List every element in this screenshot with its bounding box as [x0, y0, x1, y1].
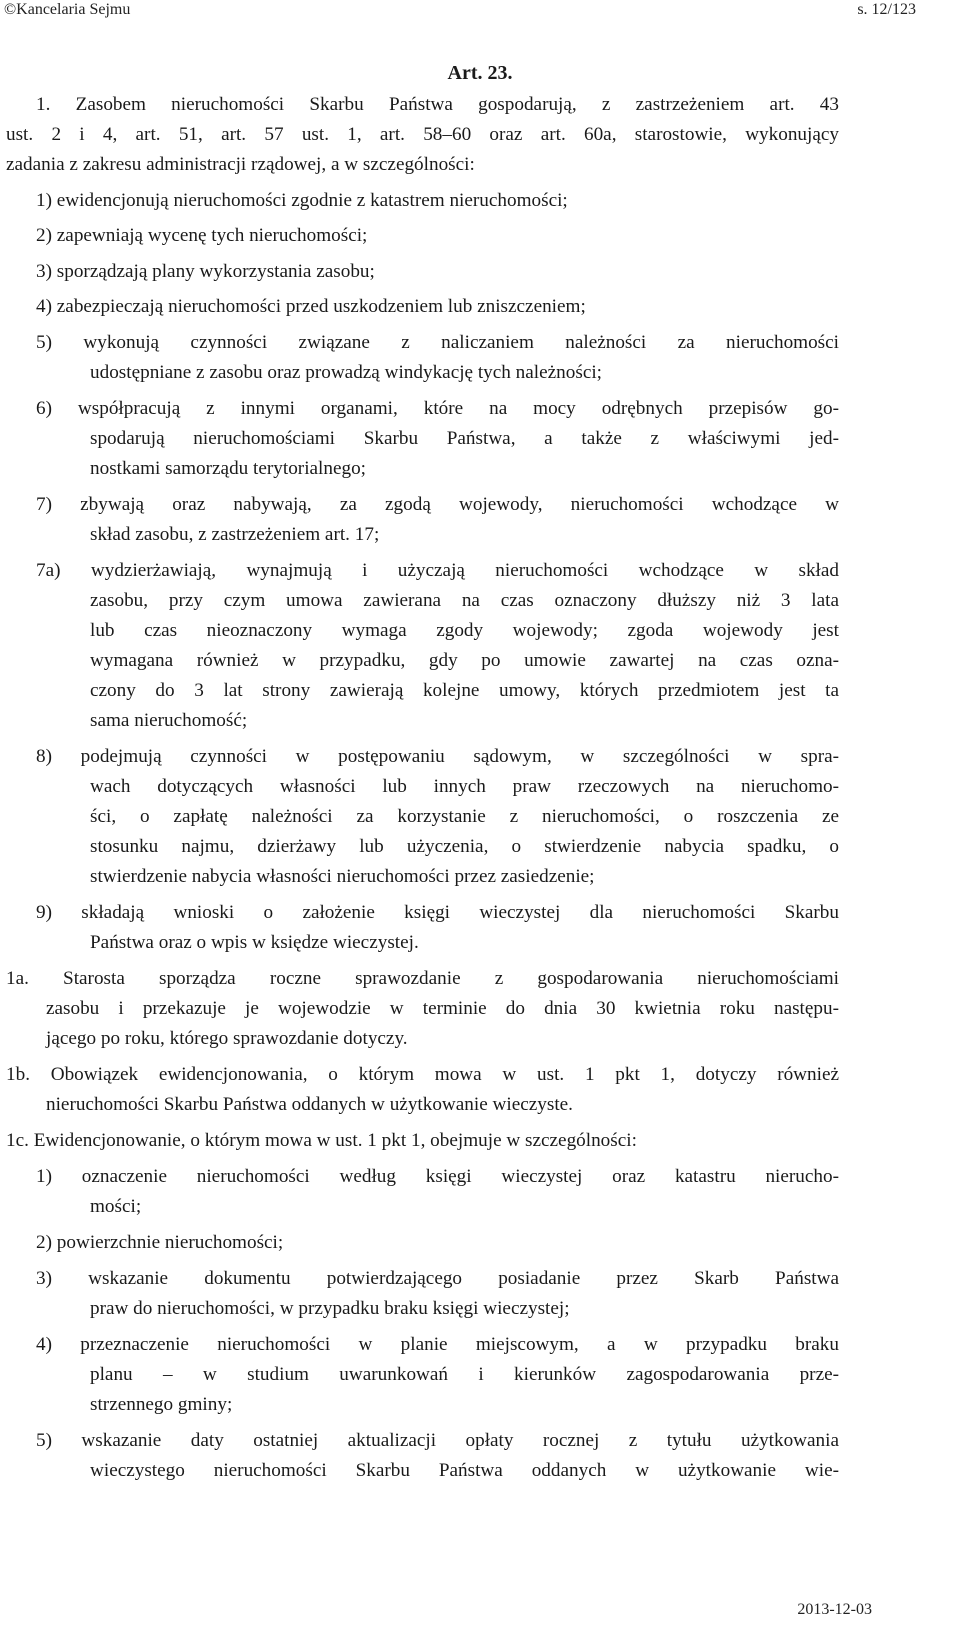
list-item: 7) zbywają oraz nabywają, za zgodą wojewody, nieruchomości wchodzące w: [36, 494, 839, 515]
list-item-continuation: mości;: [90, 1196, 142, 1217]
text-line: ust. 2 i 4, art. 51, art. 57 ust. 1, art. 58–60 oraz art. 60a, starostowie, wykonujący: [6, 124, 839, 145]
list-item-continuation: udostępniane z zasobu oraz prowadzą windykację tych należności;: [90, 362, 602, 383]
list-item-continuation: stwierdzenie nabycia własności nieruchomości przez zasiedzenie;: [90, 866, 595, 887]
list-item: 1) ewidencjonują nieruchomości zgodnie z katastrem nieruchomości;: [36, 190, 568, 211]
list-item-continuation: wymagana również w przypadku, gdy po umowie zawartej na czas ozna-: [90, 650, 839, 671]
paragraph-line: 1c. Ewidencjonowanie, o którym mowa w ust. 1 pkt 1, obejmuje w szczególności:: [6, 1130, 637, 1151]
list-item-continuation: wach dotyczących własności lub innych praw rzeczowych na nieruchomo-: [90, 776, 839, 797]
list-item: 8) podejmują czynności w postępowaniu sądowym, w szczególności w spra-: [36, 746, 839, 767]
list-item-continuation: nostkami samorządu terytorialnego;: [90, 458, 367, 479]
list-item-continuation: czony do 3 lat strony zawierają kolejne umowy, których przedmiotem jest ta: [90, 680, 839, 701]
paragraph-line: zasobu i przekazuje je wojewodzie w terminie do dnia 30 kwietnia roku następu-: [46, 998, 839, 1019]
list-item-continuation: sama nieruchomość;: [90, 710, 248, 731]
list-item: 6) współpracują z innymi organami, które na mocy odrębnych przepisów go-: [36, 398, 839, 419]
list-item-continuation: zasobu, przy czym umowa zawierana na czas oznaczony dłuższy niż 3 lata: [90, 590, 839, 611]
list-item-continuation: ści, o zapłatę należności za korzystanie z nieruchomości, o roszczenia ze: [90, 806, 839, 827]
article-title: Art. 23.: [447, 62, 513, 84]
list-item: 3) wskazanie dokumentu potwierdzającego posiadanie przez Skarb Państwa: [36, 1268, 839, 1289]
header-page-number: s. 12/123: [857, 1, 916, 18]
list-item: 9) składają wnioski o założenie księgi wieczystej dla nieruchomości Skarbu: [36, 902, 839, 923]
text-line: zadania z zakresu administracji rządowej, a w szczególności:: [6, 154, 475, 175]
text-line: 1. Zasobem nieruchomości Skarbu Państwa gospodarują, z zastrzeżeniem art. 43: [36, 94, 839, 115]
list-item-continuation: stosunku najmu, dzierżawy lub użyczenia, o stwierdzenie nabycia spadku, o: [90, 836, 839, 857]
list-item: 7a) wydzierżawiają, wynajmują i użyczają nieruchomości wchodzące w skład: [36, 560, 839, 581]
list-item: 5) wskazanie daty ostatniej aktualizacji opłaty rocznej z tytułu użytkowania: [36, 1430, 839, 1451]
paragraph-line: 1b. Obowiązek ewidencjonowania, o którym mowa w ust. 1 pkt 1, dotyczy również: [6, 1064, 839, 1085]
list-item-continuation: praw do nieruchomości, w przypadku braku księgi wieczystej;: [90, 1298, 570, 1319]
list-item-continuation: planu – w studium uwarunkowań i kierunków zagospodarowania prze-: [90, 1364, 839, 1385]
list-item-continuation: Państwa oraz o wpis w księdze wieczystej.: [90, 932, 419, 953]
paragraph-line: nieruchomości Skarbu Państwa oddanych w użytkowanie wieczyste.: [46, 1094, 573, 1115]
paragraph-line: 1a. Starosta sporządza roczne sprawozdanie z gospodarowania nieruchomościami: [6, 968, 839, 989]
list-item-continuation: skład zasobu, z zastrzeżeniem art. 17;: [90, 524, 380, 545]
list-item: 5) wykonują czynności związane z naliczaniem należności za nieruchomości: [36, 332, 839, 353]
list-item: 4) zabezpieczają nieruchomości przed uszkodzeniem lub zniszczeniem;: [36, 296, 586, 317]
list-item-continuation: strzennego gminy;: [90, 1394, 233, 1415]
list-item: 4) przeznaczenie nieruchomości w planie miejscowym, a w przypadku braku: [36, 1334, 839, 1355]
footer-date: 2013-12-03: [797, 1601, 872, 1618]
list-item-continuation: wieczystego nieruchomości Skarbu Państwa oddanych w użytkowanie wie-: [90, 1460, 839, 1481]
paragraph-line: jącego po roku, którego sprawozdanie dotyczy.: [46, 1028, 408, 1049]
list-item-continuation: spodarują nieruchomościami Skarbu Państwa, a także z właściwymi jed-: [90, 428, 839, 449]
header-source: ©Kancelaria Sejmu: [4, 1, 131, 18]
list-item-continuation: lub czas nieoznaczony wymaga zgody wojewody; zgoda wojewody jest: [90, 620, 839, 641]
list-item: 2) powierzchnie nieruchomości;: [36, 1232, 284, 1253]
list-item: 2) zapewniają wycenę tych nieruchomości;: [36, 225, 368, 246]
list-item: 1) oznaczenie nieruchomości według księgi wieczystej oraz katastru nierucho-: [36, 1166, 839, 1187]
list-item: 3) sporządzają plany wykorzystania zasobu;: [36, 261, 375, 282]
